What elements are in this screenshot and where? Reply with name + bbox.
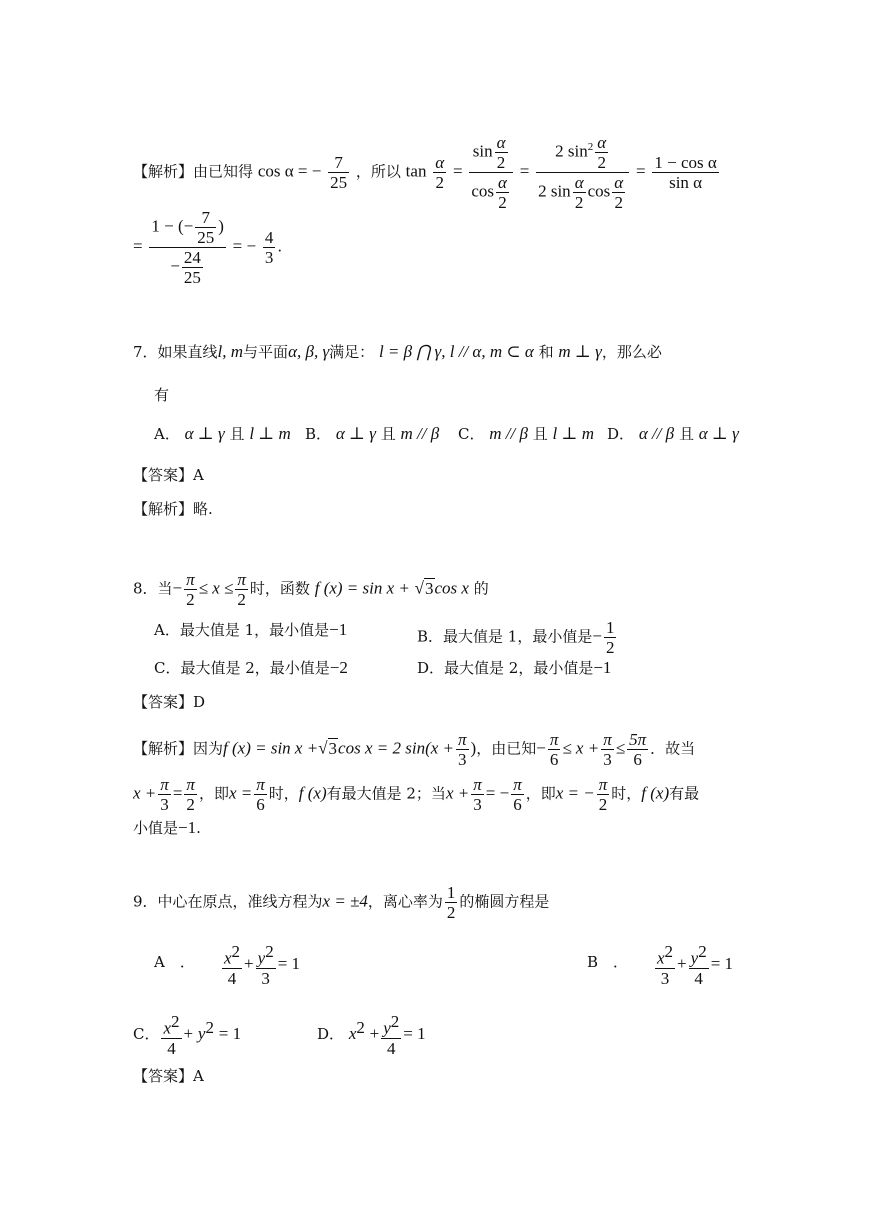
- equals: =: [133, 236, 143, 256]
- m: ): [470, 738, 477, 758]
- v: x: [163, 1018, 172, 1038]
- m: f (x) = sin x +: [223, 738, 319, 758]
- t: 满足：: [329, 343, 375, 361]
- n: α: [597, 133, 607, 152]
- r: 3: [328, 738, 338, 758]
- d: 6: [256, 795, 265, 814]
- m: −2: [329, 658, 348, 677]
- n: π: [237, 570, 246, 589]
- frac-pi-3: [456, 730, 469, 769]
- fraction-sin-over-cos: [469, 133, 513, 212]
- m: α // β: [638, 424, 675, 443]
- sin: sin: [472, 141, 493, 161]
- t: .: [277, 237, 283, 256]
- t: 的椭圆方程是: [459, 892, 550, 911]
- m: α, β, γ: [288, 342, 330, 361]
- m: f (x): [641, 783, 670, 803]
- num: 4: [264, 228, 274, 247]
- t: 时，函数: [249, 579, 310, 598]
- d: 2: [186, 795, 195, 814]
- t: ，即: [525, 784, 556, 803]
- m: +: [183, 1023, 194, 1043]
- m: ≤ x ≤: [198, 578, 234, 598]
- q7-stem-cont: 有: [154, 386, 170, 404]
- n: α: [496, 133, 506, 152]
- q9-option-a: [220, 942, 300, 988]
- m: l, m: [217, 342, 244, 361]
- m: x = −: [555, 783, 595, 803]
- r: 3: [425, 578, 434, 598]
- frac-pi-6: [548, 730, 561, 769]
- t: 的: [473, 579, 489, 598]
- sup: 2: [205, 1017, 214, 1037]
- math-tan: tan: [405, 161, 427, 181]
- t: A．: [154, 425, 180, 443]
- equals: = −: [232, 236, 257, 256]
- t: D．: [607, 425, 635, 443]
- q8-option-b: [417, 618, 618, 657]
- t: 1 − (−: [151, 216, 194, 236]
- fraction-final: [149, 208, 226, 287]
- m: = 1: [403, 1023, 426, 1043]
- q8-option-d: [417, 658, 611, 678]
- m: cos x: [434, 578, 469, 598]
- sup: 2: [698, 942, 707, 961]
- num: 7: [328, 153, 349, 173]
- frac-y2-4: [381, 1012, 401, 1058]
- text: 由已知得: [193, 162, 254, 181]
- m: −: [536, 738, 546, 758]
- d: 2: [498, 193, 507, 212]
- n: π: [186, 775, 195, 794]
- m: = −: [485, 783, 510, 803]
- fraction-alpha-2: [433, 153, 446, 192]
- t: 9．中心在原点，准线方程为: [133, 892, 323, 911]
- d: 2: [574, 193, 584, 212]
- d: 6: [513, 795, 522, 814]
- f: [495, 133, 508, 172]
- q8-option-c: [154, 658, 348, 678]
- num: α: [435, 153, 445, 172]
- n: [689, 942, 709, 969]
- t: ，那么必: [601, 343, 662, 361]
- num: [536, 133, 629, 173]
- n: [222, 942, 242, 969]
- q7-option-d: [607, 424, 739, 444]
- equals: =: [452, 161, 463, 181]
- d: 3: [603, 750, 612, 769]
- t: 且: [532, 425, 548, 443]
- d: 3: [473, 795, 482, 814]
- frac-x2-4: [161, 1012, 181, 1058]
- q9-option-b-label: B ．: [587, 953, 629, 971]
- n: π: [256, 775, 265, 794]
- f: [573, 173, 586, 212]
- q7-stem: [133, 342, 662, 362]
- cos: cos: [587, 181, 611, 201]
- sup: 2: [664, 942, 674, 961]
- d: 2: [186, 590, 195, 609]
- q9-option-c: [133, 1012, 241, 1058]
- frac-1-2: [445, 883, 458, 922]
- num: [469, 133, 513, 173]
- t: 2 sin: [555, 141, 588, 161]
- d: 6: [633, 750, 642, 769]
- q8-option-a: [154, 620, 347, 640]
- t: 因为: [193, 739, 224, 758]
- m: −1: [593, 658, 612, 677]
- f: [195, 208, 216, 247]
- t: 和: [538, 343, 554, 361]
- t: 【解析】: [133, 739, 194, 758]
- n: α: [498, 173, 507, 192]
- m: =: [172, 783, 183, 803]
- t: −: [170, 256, 180, 276]
- n: 5π: [629, 730, 647, 749]
- n: α: [614, 173, 624, 192]
- t: D．: [317, 1024, 345, 1043]
- d: 6: [549, 750, 559, 769]
- m: α ⊥ γ: [335, 424, 376, 443]
- t: 有最大值是 2；当: [326, 784, 446, 803]
- t: ，离心率为: [367, 892, 443, 911]
- t: 且: [380, 425, 396, 443]
- d: 2: [237, 590, 246, 609]
- equals: =: [519, 161, 530, 181]
- frac-y2-4: [689, 942, 709, 988]
- frac-x2-3: [655, 942, 675, 988]
- f: [612, 173, 625, 212]
- d: 4: [167, 1038, 176, 1058]
- v: x: [224, 948, 232, 968]
- q6-analysis-line2: [133, 208, 282, 287]
- n: π: [160, 775, 169, 794]
- frac-pi-2: [235, 570, 248, 609]
- m: m ⊥ γ: [558, 342, 602, 361]
- n: [655, 942, 675, 969]
- d: 25: [183, 268, 201, 287]
- t: 且: [678, 425, 694, 443]
- n: [161, 1012, 181, 1039]
- m: −1: [178, 818, 197, 837]
- analysis-label: 【解析】: [133, 162, 194, 181]
- frac-pi-6: [511, 775, 524, 814]
- m: cos x = 2 sin(x +: [338, 738, 454, 758]
- t: C．最大值是 2，最小值是: [154, 659, 330, 677]
- t: C．: [133, 1024, 160, 1043]
- q6-analysis-line1: [133, 133, 721, 212]
- num: 1 − cos α: [654, 153, 717, 172]
- f: [595, 133, 608, 172]
- m: +: [369, 1023, 380, 1043]
- v: y: [690, 948, 699, 968]
- m: m // β: [400, 424, 440, 443]
- den: sin α: [669, 173, 703, 192]
- frac-y2-3: [256, 942, 276, 988]
- t: 有最: [669, 784, 700, 803]
- m: ≤ x +: [562, 738, 600, 758]
- fraction-1-cos-over-sin: [652, 153, 718, 192]
- t: ，即: [198, 784, 229, 803]
- m: f (x) = sin x +: [314, 578, 410, 598]
- frac-pi-2: [184, 570, 197, 609]
- equals: =: [636, 161, 646, 181]
- n: π: [598, 775, 608, 794]
- den: 3: [264, 248, 274, 267]
- d: 2: [597, 153, 606, 172]
- d: 3: [261, 968, 270, 988]
- n: π: [473, 775, 482, 794]
- n: 7: [195, 208, 216, 228]
- t: 时，: [268, 784, 299, 803]
- t: ): [218, 216, 224, 236]
- m: x =: [228, 783, 253, 803]
- n: π: [458, 730, 467, 749]
- den: [469, 173, 513, 212]
- t: .: [196, 819, 201, 837]
- n: 24: [183, 248, 201, 267]
- m: l ⊥ m: [552, 424, 595, 443]
- q9-option-d: [317, 1012, 426, 1058]
- m: l = β ⋂ γ, l // α, m ⊂ α: [378, 342, 534, 361]
- frac-pi-2: [597, 775, 610, 814]
- fraction-2sin2: [536, 133, 629, 212]
- sup: 2: [231, 942, 241, 961]
- sup: 2: [587, 140, 594, 153]
- n: α: [574, 173, 584, 192]
- q8-answer: 【答案】D: [133, 693, 206, 711]
- m: x +: [133, 783, 157, 803]
- sup: 2: [390, 1012, 400, 1031]
- d: 2: [614, 193, 624, 212]
- m: l ⊥ m: [249, 424, 291, 443]
- frac-1-2: [604, 618, 617, 657]
- frac-pi-3: [471, 775, 484, 814]
- frac-pi-3: [158, 775, 171, 814]
- m: = 1: [277, 953, 301, 973]
- m: −: [592, 626, 602, 646]
- n: [256, 942, 276, 969]
- t: 时，: [611, 784, 642, 803]
- m: = 1: [218, 1023, 242, 1043]
- sqrt: √3: [414, 578, 434, 598]
- q7-option-a: [154, 424, 291, 444]
- q9-stem: [133, 883, 549, 922]
- m: f (x): [298, 783, 327, 803]
- m: ≤: [615, 738, 626, 758]
- m: y: [197, 1023, 206, 1043]
- m: +: [244, 953, 254, 973]
- n: [381, 1012, 401, 1039]
- sup: 2: [356, 1017, 365, 1037]
- m: α ⊥ γ: [698, 424, 739, 443]
- num: [149, 208, 226, 248]
- q9-answer: 【答案】A: [133, 1067, 204, 1085]
- t: 与平面: [243, 343, 289, 361]
- den: 25: [330, 173, 348, 192]
- m: = 1: [710, 953, 734, 973]
- f: [496, 173, 509, 212]
- v: y: [383, 1018, 391, 1038]
- m: α ⊥ γ: [184, 424, 225, 443]
- frac-pi-3: [601, 730, 614, 769]
- frac-x2-4: [222, 942, 242, 988]
- den: 2: [435, 173, 444, 192]
- t: ，由已知: [476, 739, 537, 758]
- m: x: [348, 1023, 357, 1043]
- d: 2: [446, 903, 456, 922]
- d: 4: [694, 968, 703, 988]
- t: 7．如果直线: [133, 343, 218, 361]
- frac-pi-6: [254, 775, 267, 814]
- f: [182, 248, 203, 287]
- n: π: [603, 730, 612, 749]
- q8-analysis-line1: [133, 730, 695, 769]
- q7-answer: 【答案】A: [133, 466, 204, 484]
- d: 3: [160, 795, 169, 814]
- q8-analysis-line2: [133, 775, 699, 814]
- math-cos: cos α = −: [257, 161, 322, 181]
- q8-stem: [133, 570, 489, 609]
- t: B．最大值是 1，最小值是: [417, 627, 593, 646]
- sup: 2: [171, 1012, 180, 1031]
- v: y: [257, 948, 266, 968]
- d: 3: [660, 968, 670, 988]
- d: 4: [387, 1038, 396, 1058]
- d: 3: [458, 750, 467, 769]
- cos: cos: [471, 181, 494, 201]
- m: +: [677, 953, 687, 973]
- n: 1: [446, 883, 456, 902]
- t: ．故当: [650, 739, 696, 758]
- sup: 2: [265, 942, 274, 961]
- sqrt: √3: [318, 738, 338, 758]
- fraction-7-25: [328, 153, 349, 192]
- t: 小值是: [133, 819, 179, 837]
- n: π: [549, 730, 559, 749]
- den: [536, 173, 629, 212]
- q9-option-b: [653, 942, 733, 988]
- frac-5pi-6: [627, 730, 648, 769]
- q8-analysis-line3: [133, 818, 201, 838]
- v: x: [657, 948, 665, 968]
- d: 25: [197, 228, 215, 247]
- frac-pi-2: [184, 775, 197, 814]
- m: m // β: [489, 424, 528, 443]
- q7-analysis: 【解析】略.: [133, 500, 213, 518]
- t: 8．当: [133, 579, 173, 598]
- d: 2: [496, 153, 506, 172]
- d: 4: [227, 968, 237, 988]
- t: C．: [458, 425, 485, 443]
- n: π: [186, 570, 195, 589]
- n: 1: [605, 618, 615, 637]
- n: π: [513, 775, 522, 794]
- t: A．最大值是 1，最小值是: [154, 621, 330, 639]
- m: −1: [329, 620, 348, 639]
- m: x = ±4: [322, 891, 368, 911]
- t: 且: [229, 425, 245, 443]
- t: 2 sin: [538, 181, 571, 201]
- t: D．最大值是 2，最小值是: [417, 659, 594, 677]
- q7-option-b: [305, 424, 439, 444]
- q7-option-c: [458, 424, 594, 444]
- text: ，所以: [355, 162, 401, 181]
- d: 2: [598, 795, 608, 814]
- fraction-4-3: [263, 228, 276, 267]
- m: x +: [445, 783, 470, 803]
- q9-option-a-label: A ．: [154, 953, 195, 971]
- t: B．: [305, 425, 332, 443]
- den: [149, 248, 226, 287]
- d: 2: [605, 638, 615, 657]
- m: −: [172, 578, 183, 598]
